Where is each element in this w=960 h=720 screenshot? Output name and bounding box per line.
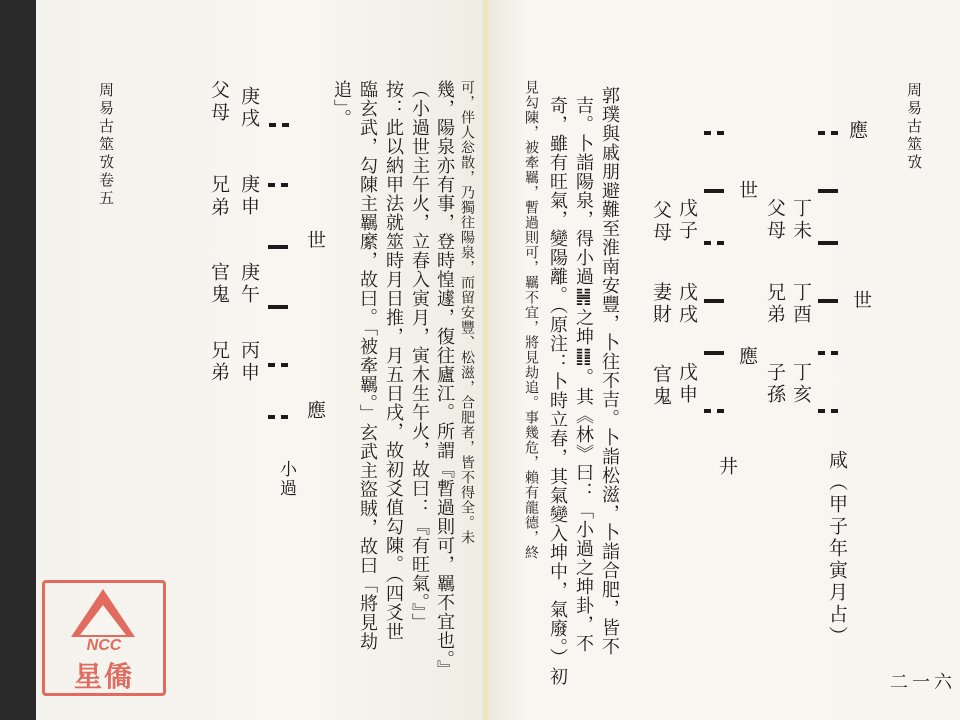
left-relations — [206, 80, 233, 380]
right-text-col-c: 奇，雖有旺氣，變陽離。（原注：卜時立春，其氣變入坤中，氣廢。）初 — [547, 96, 568, 686]
right-hex1-relation-1: 父母 — [764, 198, 786, 242]
right-text-col-d: 見勾陳，被牽羈，暫過則可，羈不宜，將見劫追。事幾危，賴有龍德，終 — [523, 80, 539, 560]
left-shi-marker: 世 — [304, 230, 326, 252]
left-branch-2: 庚申 — [238, 174, 260, 218]
left-hexagram-lines — [268, 118, 290, 132]
left-branch-1: 庚戌 — [238, 86, 260, 130]
left-hexagram-name: 小過 — [276, 460, 296, 498]
right-hex2-relation-1: 父母 — [650, 200, 672, 244]
right-hex1-name: 咸（甲子年寅月占） — [826, 450, 848, 648]
right-hex2-ying: 應 — [736, 346, 758, 368]
right-hex1-line-1 — [818, 126, 838, 140]
left-line-6 — [268, 410, 288, 424]
left-ying-marker: 應 — [304, 400, 326, 422]
right-hex2-line-2 — [704, 184, 724, 198]
left-text-col-f: 可，伴人忩散，乃獨往陽泉，而留安豐、松滋，合肥者，皆不得全。未 — [459, 80, 475, 545]
left-running-head: 周易古筮攷卷五 — [97, 82, 115, 208]
right-hex1-branch-2: 丁酉 — [790, 282, 812, 326]
right-hex1-line-4 — [818, 294, 838, 308]
right-hex2-line-3 — [704, 236, 724, 250]
book-spread — [36, 0, 960, 720]
right-hex1-line-6 — [818, 404, 838, 418]
left-text-col-d: （小過世主午火，立春入寅月，寅木生午火，故曰：『有旺氣。』」 — [409, 80, 430, 632]
right-hex1-branch-1: 丁未 — [790, 198, 812, 242]
right-hex2-branch-2: 戊戌 — [676, 282, 698, 326]
left-line-5 — [268, 358, 288, 372]
right-hex1-line-3 — [818, 236, 838, 250]
right-hex1-line-5 — [818, 346, 838, 360]
left-line-3 — [268, 240, 288, 254]
right-hex2-line-6 — [704, 404, 724, 418]
right-hex2-relation-3: 官鬼 — [650, 364, 672, 408]
left-relation-1: 父母 — [208, 80, 230, 124]
right-hex1-branch-3: 丁亥 — [790, 362, 812, 406]
right-text-col-b: 吉。卜詣陽泉，得小過䷽之坤䷁。其《林》曰：「小過之坤卦，不 — [573, 96, 594, 653]
line-yin — [268, 118, 290, 132]
right-hex2-relation-2: 妻財 — [650, 282, 672, 326]
right-hex1-ying: 應 — [846, 120, 868, 142]
left-line-2 — [268, 178, 288, 192]
right-hex1-relation-2: 兄弟 — [764, 282, 786, 326]
left-text-col-c: 按：此以納甲法就筮時月日推，月五日戌，故初爻值勾陳。（四爻世 — [383, 80, 404, 641]
left-text-col-a: 追」。 — [331, 80, 352, 128]
left-line-4 — [268, 300, 288, 314]
right-hex2-name: 井 — [716, 456, 738, 478]
right-hex1-relation-3: 子孫 — [764, 362, 786, 406]
right-hex2-line-4 — [704, 294, 724, 308]
right-text-col-a: 郭璞與戚朋避難至淮南安豐，卜往不吉。卜詣松滋，卜詣合肥，皆不 — [599, 86, 620, 656]
ncc-publisher-stamp: NCC 星僑 — [42, 580, 166, 696]
left-text-col-e: 幾，陽泉亦有事，登時惶遽，復往廬江。所謂『暫過則可，羈不宜也。』 — [434, 80, 455, 679]
right-hex2-line-1 — [704, 126, 724, 140]
right-hex2-branch-3: 戊申 — [676, 362, 698, 406]
right-hex1-shi: 世 — [850, 290, 872, 312]
left-page — [36, 0, 488, 720]
left-branch-3: 庚午 — [238, 262, 260, 306]
right-hex2-branch-1: 戊子 — [676, 198, 698, 242]
right-hex2-line-5 — [704, 346, 724, 360]
left-relation-2: 兄弟 — [208, 174, 230, 220]
left-relation-4: 兄弟 — [208, 340, 230, 384]
page-number: 二一六 — [890, 672, 956, 693]
right-hex2-shi: 世 — [736, 180, 758, 202]
left-relation-3: 官鬼 — [208, 262, 230, 306]
left-branch-4: 丙申 — [238, 340, 260, 384]
right-page — [488, 0, 960, 720]
right-running-head: 周易古筮攷 — [905, 82, 923, 172]
right-hex1-line-2 — [818, 184, 838, 198]
left-text-col-b: 臨玄武，勾陳主羈縻，故曰。「被牽羈。」玄武主盜賊，故曰「將見劫 — [357, 80, 378, 651]
